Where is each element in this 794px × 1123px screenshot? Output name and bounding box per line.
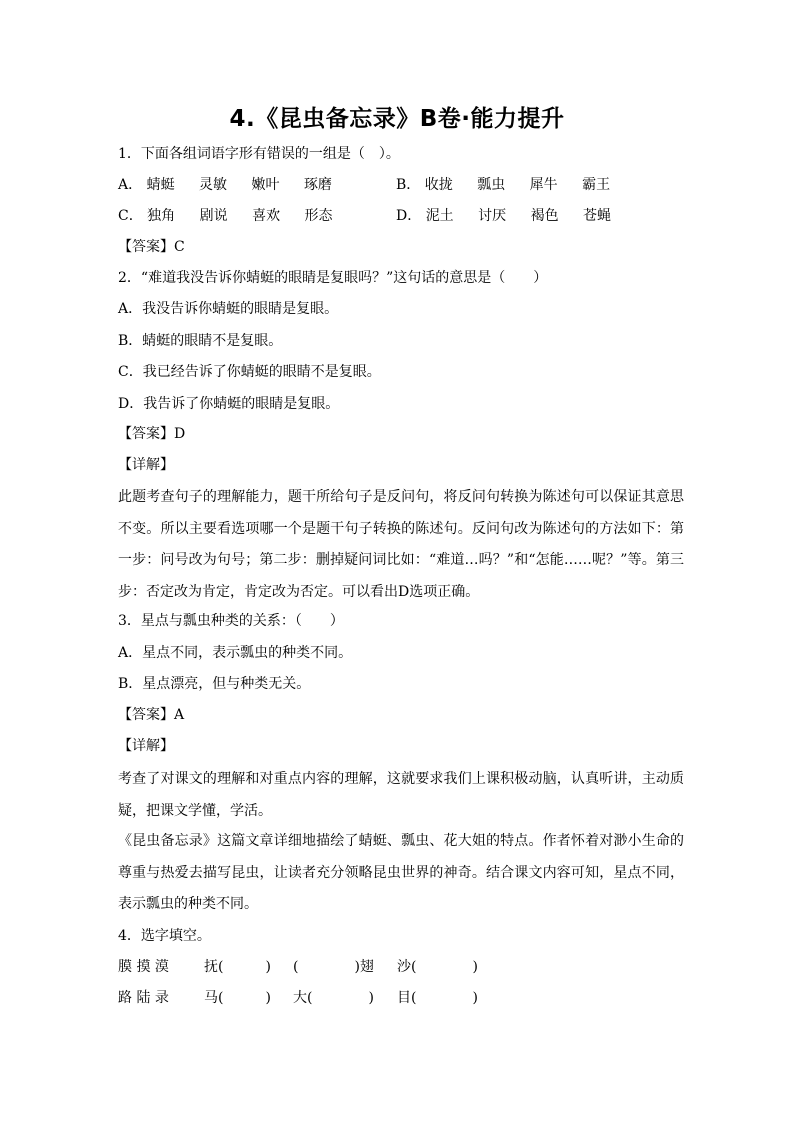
q1-b-word: 瓢虫	[477, 177, 506, 193]
q1-d-word: 泥土	[425, 208, 454, 224]
q2-stem: 2．“难道我没告诉你蜻蜓的眼睛是复眼吗？”这句话的意思是（ ）	[118, 270, 548, 286]
q1-d-word: 苍蝇	[583, 208, 612, 224]
q1-a-word: 灵敏	[199, 177, 228, 193]
q3-option-a: A．星点不同，表示瓢虫的种类不同。	[118, 645, 353, 661]
q1-answer: 【答案】C	[118, 239, 185, 255]
q1-c-word: 喜欢	[252, 208, 281, 224]
q1-a-word: 蜻蜓	[146, 177, 175, 193]
q1-option-a-label: A．	[118, 177, 143, 193]
q4-stem: 4．选字填空。	[118, 928, 211, 944]
q1-b-word: 霸王	[582, 177, 611, 193]
page-title: 4.《昆虫备忘录》B卷·能力提升	[229, 106, 565, 132]
q1-option-c	[118, 206, 333, 226]
q1-a-word: 琢磨	[303, 177, 332, 193]
q3-stem: 3．星点与瓢虫种类的关系：（ ）	[118, 613, 344, 629]
q3-detail-text-2: 《昆虫备忘录》这篇文章详细地描绘了蜻蜓、瓢虫、花大姐的特点。作者怀着对渺小生命的尊重与热爱去描写昆虫，让读者充分领略昆虫世界的神奇。结合课文内容可知，星点不同，表示瓢虫的种类不同。	[118, 833, 684, 912]
q4-row2-chars: 路 陆 录	[118, 990, 169, 1006]
q1-c-word: 形态	[304, 208, 333, 224]
q1-c-word: 剧说	[199, 208, 228, 224]
q1-option-d	[396, 206, 611, 226]
q3-answer: 【答案】A	[118, 707, 185, 723]
q2-answer: 【答案】D	[118, 426, 186, 442]
q1-option-c-label: C．	[118, 208, 143, 224]
q2-detail-text: 此题考查句子的理解能力，题干所给句子是反问句，将反问句转换为陈述句可以保证其意思不变。所以主要看选项哪一个是题干句子转换的陈述句。反问句改为陈述句的方法如下：第一步：问号改为句号；第二步：删掉疑问词比如：“难道…吗？”和“怎能……呢？”等。第三步：否定改为肯定，肯定改为否定。可以看出D选项正确。	[118, 489, 684, 600]
q4-row2-blank-1[interactable]: 马( )	[204, 990, 271, 1006]
q4-row2-blank-2[interactable]: 大( )	[293, 990, 374, 1006]
q1-option-b	[396, 175, 610, 195]
q1-d-word: 讨厌	[478, 208, 507, 224]
q2-detail-label: 【详解】	[118, 457, 174, 473]
q1-stem: 1．下面各组词语字形有错误的一组是（ ）。	[118, 146, 400, 162]
q1-b-word: 犀牛	[529, 177, 558, 193]
q3-detail-text-1: 考查了对课文的理解和对重点内容的理解，这就要求我们上课积极动脑，认真听讲，主动质疑，把课文学懂，学活。	[118, 771, 684, 819]
q1-option-a	[118, 175, 332, 195]
q3-option-b: B．星点漂亮，但与种类无关。	[118, 676, 311, 692]
q1-option-b-label: B．	[396, 177, 421, 193]
q4-row1-blank-3[interactable]: 沙( )	[397, 959, 478, 975]
q2-option-b: B．蜻蜓的眼睛不是复眼。	[118, 333, 283, 349]
q2-option-a: A．我没告诉你蜻蜓的眼睛是复眼。	[118, 301, 339, 317]
q2-option-c: C．我已经告诉了你蜻蜓的眼睛不是复眼。	[118, 364, 381, 380]
q1-a-word: 嫩叶	[251, 177, 280, 193]
q1-option-d-label: D．	[396, 208, 422, 224]
q4-row2-blank-3[interactable]: 目( )	[397, 990, 478, 1006]
q1-b-word: 收拢	[424, 177, 453, 193]
q3-detail-label: 【详解】	[118, 738, 174, 754]
q4-row1-blank-2[interactable]: ( )翅	[293, 959, 374, 975]
q4-row1-chars: 膜 摸 漠	[118, 959, 169, 975]
q2-option-d: D．我告诉了你蜻蜓的眼睛是复眼。	[118, 396, 340, 412]
q4-row1-blank-1[interactable]: 抚( )	[204, 959, 271, 975]
q1-c-word: 独角	[147, 208, 176, 224]
q1-d-word: 褐色	[530, 208, 559, 224]
